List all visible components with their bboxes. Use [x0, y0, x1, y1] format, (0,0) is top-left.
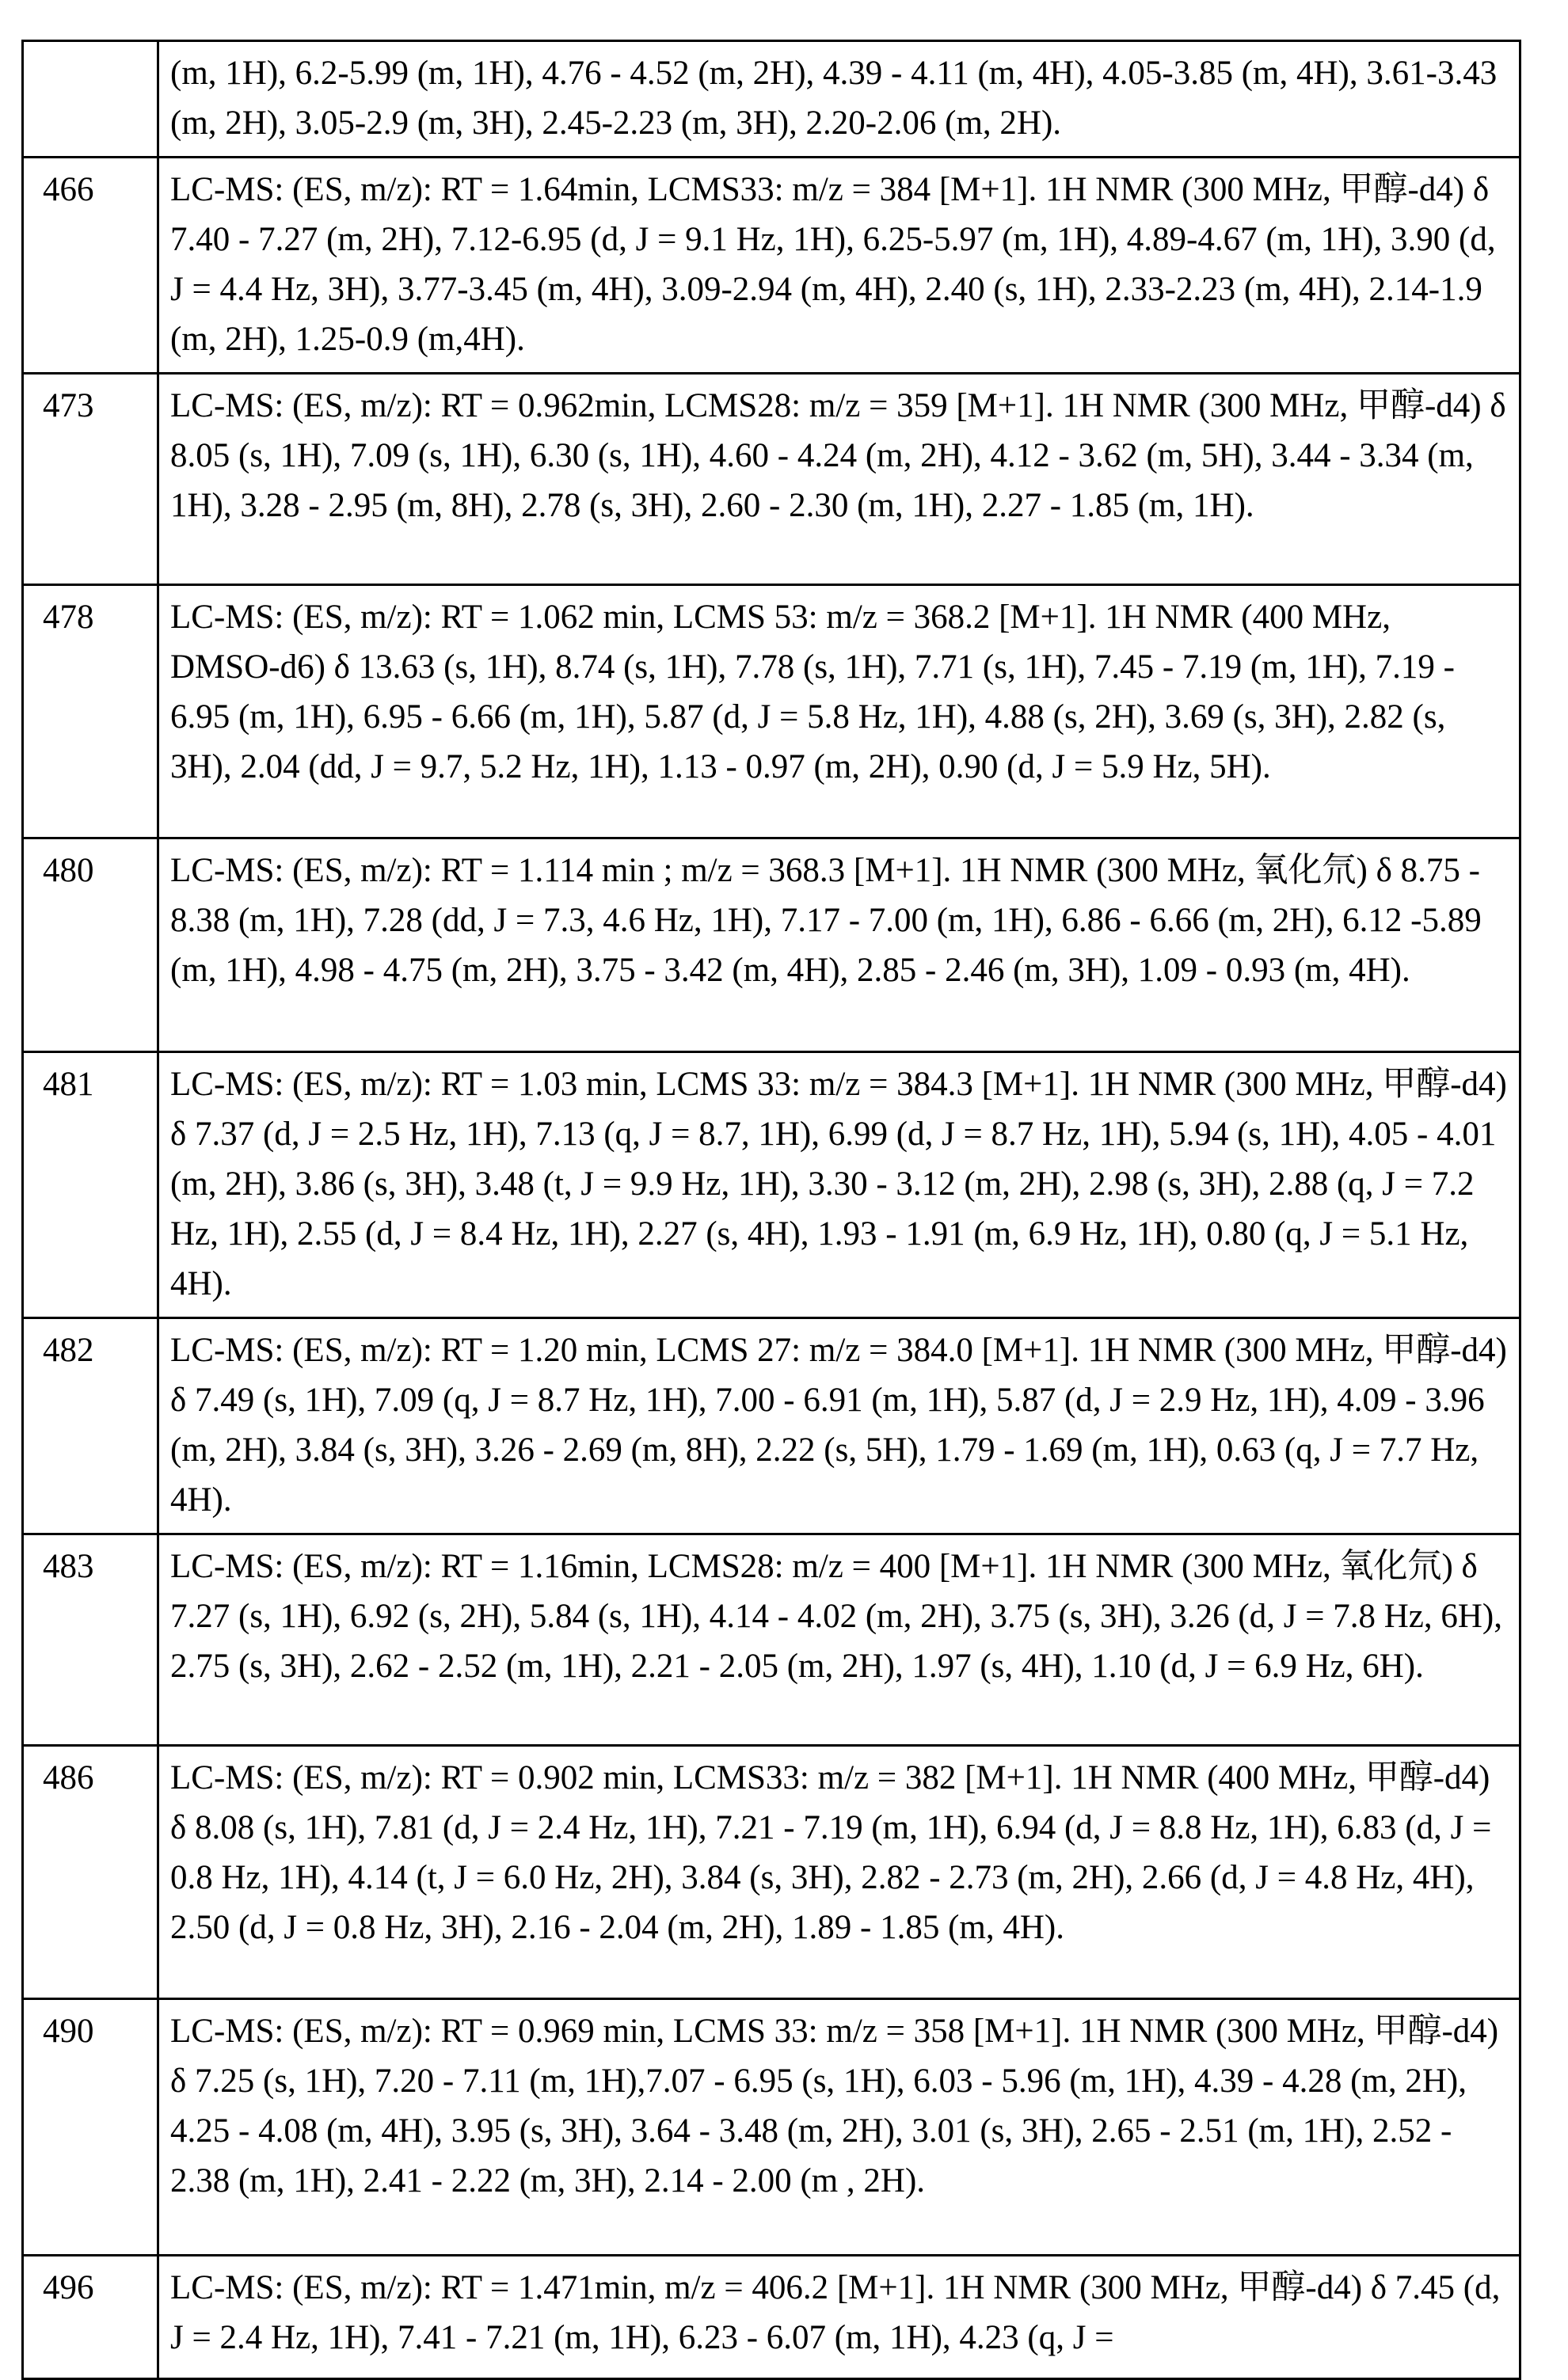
table-row	[23, 1999, 1520, 2256]
table-row	[23, 158, 1520, 374]
nmr-data-table	[21, 40, 1521, 2380]
table-row	[23, 2256, 1520, 2379]
characterization-data: LC-MS: (ES, m/z): RT = 1.16min, LCMS28: m/z = 400 [M+1]. 1H NMR (300 MHz, 氧化氘) δ 7.27 (s, 1H), 6.92 (s, 2H), 5.84 (s, 1H), 4.14 - 4.02 (m, 2H), 3.75 (s, 3H), 3.26 (d, J = 7.8 Hz, 6H), 2.75 (s, 3H), 2.62 - 2.52 (m, 1H), 2.21 - 2.05 (m, 2H), 1.97 (s, 4H), 1.10 (d, J = 6.9 Hz, 6H).	[158, 1534, 1520, 1746]
table-row	[23, 1746, 1520, 1999]
characterization-data: LC-MS: (ES, m/z): RT = 0.969 min, LCMS 33: m/z = 358 [M+1]. 1H NMR (300 MHz, 甲醇-d4) δ 7.25 (s, 1H), 7.20 - 7.11 (m, 1H),7.07 - 6.95 (s, 1H), 6.03 - 5.96 (m, 1H), 4.39 - 4.28 (m, 2H), 4.25 - 4.08 (m, 4H), 3.95 (s, 3H), 3.64 - 3.48 (m, 2H), 3.01 (s, 3H), 2.65 - 2.51 (m, 1H), 2.52 - 2.38 (m, 1H), 2.41 - 2.22 (m, 3H), 2.14 - 2.00 (m , 2H).	[158, 1999, 1520, 2256]
table-row	[23, 1534, 1520, 1746]
compound-id: 478	[23, 585, 158, 838]
table-row	[23, 585, 1520, 838]
compound-id: 483	[23, 1534, 158, 1746]
compound-id: 496	[23, 2256, 158, 2379]
characterization-data: LC-MS: (ES, m/z): RT = 1.03 min, LCMS 33: m/z = 384.3 [M+1]. 1H NMR (300 MHz, 甲醇-d4) δ 7.37 (d, J = 2.5 Hz, 1H), 7.13 (q, J = 8.7, 1H), 6.99 (d, J = 8.7 Hz, 1H), 5.94 (s, 1H), 4.05 - 4.01 (m, 2H), 3.86 (s, 3H), 3.48 (t, J = 9.9 Hz, 1H), 3.30 - 3.12 (m, 2H), 2.98 (s, 3H), 2.88 (q, J = 7.2 Hz, 1H), 2.55 (d, J = 8.4 Hz, 1H), 2.27 (s, 4H), 1.93 - 1.91 (m, 6.9 Hz, 1H), 0.80 (q, J = 5.1 Hz, 4H).	[158, 1052, 1520, 1318]
table-row	[23, 41, 1520, 158]
compound-id	[23, 41, 158, 158]
compound-id: 482	[23, 1318, 158, 1534]
compound-id: 480	[23, 838, 158, 1052]
table-row	[23, 1318, 1520, 1534]
table-row	[23, 1052, 1520, 1318]
compound-id: 473	[23, 374, 158, 585]
characterization-data: LC-MS: (ES, m/z): RT = 1.062 min, LCMS 53: m/z = 368.2 [M+1]. 1H NMR (400 MHz, DMSO-d6) δ 13.63 (s, 1H), 8.74 (s, 1H), 7.78 (s, 1H), 7.71 (s, 1H), 7.45 - 7.19 (m, 1H), 7.19 - 6.95 (m, 1H), 6.95 - 6.66 (m, 1H), 5.87 (d, J = 5.8 Hz, 1H), 4.88 (s, 2H), 3.69 (s, 3H), 2.82 (s, 3H), 2.04 (dd, J = 9.7, 5.2 Hz, 1H), 1.13 - 0.97 (m, 2H), 0.90 (d, J = 5.9 Hz, 5H).	[158, 585, 1520, 838]
characterization-data: LC-MS: (ES, m/z): RT = 1.20 min, LCMS 27: m/z = 384.0 [M+1]. 1H NMR (300 MHz, 甲醇-d4) δ 7.49 (s, 1H), 7.09 (q, J = 8.7 Hz, 1H), 7.00 - 6.91 (m, 1H), 5.87 (d, J = 2.9 Hz, 1H), 4.09 - 3.96 (m, 2H), 3.84 (s, 3H), 3.26 - 2.69 (m, 8H), 2.22 (s, 5H), 1.79 - 1.69 (m, 1H), 0.63 (q, J = 7.7 Hz, 4H).	[158, 1318, 1520, 1534]
table-row	[23, 374, 1520, 585]
characterization-data: (m, 1H), 6.2-5.99 (m, 1H), 4.76 - 4.52 (m, 2H), 4.39 - 4.11 (m, 4H), 4.05-3.85 (m, 4H), 3.61-3.43 (m, 2H), 3.05-2.9 (m, 3H), 2.45-2.23 (m, 3H), 2.20-2.06 (m, 2H).	[158, 41, 1520, 158]
table-row	[23, 838, 1520, 1052]
characterization-data: LC-MS: (ES, m/z): RT = 0.902 min, LCMS33: m/z = 382 [M+1]. 1H NMR (400 MHz, 甲醇-d4) δ 8.08 (s, 1H), 7.81 (d, J = 2.4 Hz, 1H), 7.21 - 7.19 (m, 1H), 6.94 (d, J = 8.8 Hz, 1H), 6.83 (d, J = 0.8 Hz, 1H), 4.14 (t, J = 6.0 Hz, 2H), 3.84 (s, 3H), 2.82 - 2.73 (m, 2H), 2.66 (d, J = 4.8 Hz, 4H), 2.50 (d, J = 0.8 Hz, 3H), 2.16 - 2.04 (m, 2H), 1.89 - 1.85 (m, 4H).	[158, 1746, 1520, 1999]
compound-id: 486	[23, 1746, 158, 1999]
characterization-data: LC-MS: (ES, m/z): RT = 1.64min, LCMS33: m/z = 384 [M+1]. 1H NMR (300 MHz, 甲醇-d4) δ 7.40 - 7.27 (m, 2H), 7.12-6.95 (d, J = 9.1 Hz, 1H), 6.25-5.97 (m, 1H), 4.89-4.67 (m, 1H), 3.90 (d, J = 4.4 Hz, 3H), 3.77-3.45 (m, 4H), 3.09-2.94 (m, 4H), 2.40 (s, 1H), 2.33-2.23 (m, 4H), 2.14-1.9 (m, 2H), 1.25-0.9 (m,4H).	[158, 158, 1520, 374]
characterization-data: LC-MS: (ES, m/z): RT = 0.962min, LCMS28: m/z = 359 [M+1]. 1H NMR (300 MHz, 甲醇-d4) δ 8.05 (s, 1H), 7.09 (s, 1H), 6.30 (s, 1H), 4.60 - 4.24 (m, 2H), 4.12 - 3.62 (m, 5H), 3.44 - 3.34 (m, 1H), 3.28 - 2.95 (m, 8H), 2.78 (s, 3H), 2.60 - 2.30 (m, 1H), 2.27 - 1.85 (m, 1H).	[158, 374, 1520, 585]
compound-id: 490	[23, 1999, 158, 2256]
characterization-data: LC-MS: (ES, m/z): RT = 1.114 min ; m/z = 368.3 [M+1]. 1H NMR (300 MHz, 氧化氘) δ 8.75 - 8.38 (m, 1H), 7.28 (dd, J = 7.3, 4.6 Hz, 1H), 7.17 - 7.00 (m, 1H), 6.86 - 6.66 (m, 2H), 6.12 -5.89 (m, 1H), 4.98 - 4.75 (m, 2H), 3.75 - 3.42 (m, 4H), 2.85 - 2.46 (m, 3H), 1.09 - 0.93 (m, 4H).	[158, 838, 1520, 1052]
characterization-data: LC-MS: (ES, m/z): RT = 1.471min, m/z = 406.2 [M+1]. 1H NMR (300 MHz, 甲醇-d4) δ 7.45 (d, J = 2.4 Hz, 1H), 7.41 - 7.21 (m, 1H), 6.23 - 6.07 (m, 1H), 4.23 (q, J =	[158, 2256, 1520, 2379]
compound-id: 481	[23, 1052, 158, 1318]
compound-id: 466	[23, 158, 158, 374]
